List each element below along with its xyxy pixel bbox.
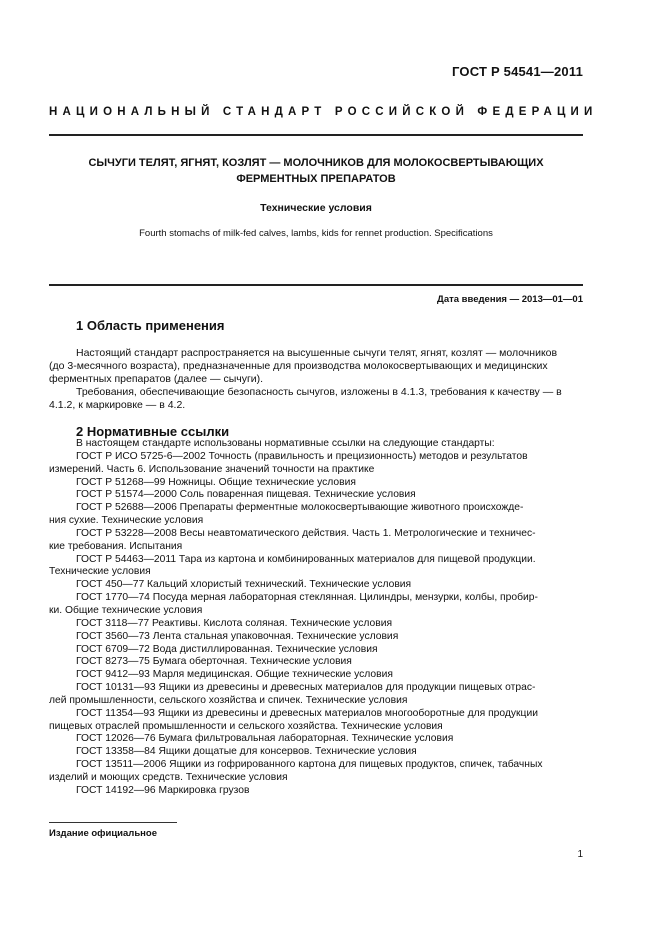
reference-line: ГОСТ Р ИСО 5725-6—2002 Точность (правильность и прецизионность) методов и результатов (76, 450, 528, 462)
section-1-heading: 1 Область применения (76, 318, 225, 333)
document-title (49, 155, 583, 187)
footer-rule (49, 822, 177, 823)
reference-line: ГОСТ 3560—73 Лента стальная упаковочная. Технические условия (76, 630, 399, 642)
english-title: Fourth stomachs of milk-fed calves, lambs, kids for rennet production. Specifications (139, 228, 493, 239)
text-line: Настоящий стандарт распространяется на высушенные сычуги телят, ягнят, козлят — молочников (76, 347, 558, 359)
doc-id: ГОСТ Р 54541—2011 (452, 64, 583, 79)
reference-line: ния сухие. Технические условия (49, 515, 204, 527)
middle-rule (49, 284, 583, 286)
reference-line: ГОСТ 13511—2006 Ящики из гофрированного картона для пищевых продуктов, спичек, табачных (76, 759, 543, 771)
reference-line: ГОСТ Р 51268—99 Ножницы. Общие технические условия (76, 476, 356, 488)
reference-line: ГОСТ 12026—76 Бумага фильтровальная лабораторная. Технические условия (76, 733, 454, 745)
reference-line: ГОСТ 8273—75 Бумага оберточная. Технические условия (76, 656, 352, 668)
reference-line: лей промышленности, сельского хозяйства и спичек. Технические условия (49, 694, 408, 706)
text-line: Требования, обеспечивающие безопасность сычугов, изложены в 4.1.3, требования к качеству — в (76, 386, 562, 398)
reference-line: изделий и моющих средств. Технические условия (49, 771, 288, 783)
intro-date: Дата введения — 2013—01—01 (437, 294, 583, 305)
reference-line: ГОСТ 9412—93 Марля медицинская. Общие технические условия (76, 669, 393, 681)
reference-line: пищевых отраслей промышленности и сельского хозяйства. Технические условия (49, 720, 443, 732)
section-1-body (49, 347, 583, 412)
reference-line: ГОСТ 3118—77 Реактивы. Кислота соляная. Технические условия (76, 617, 393, 629)
reference-line: ГОСТ Р 51574—2000 Соль поваренная пищевая. Технические условия (76, 489, 416, 501)
reference-line: ГОСТ 6709—72 Вода дистиллированная. Технические условия (76, 643, 378, 655)
reference-line: ГОСТ 13358—84 Ящики дощатые для консервов. Технические условия (76, 746, 417, 758)
reference-line: ки. Общие технические условия (49, 604, 203, 616)
page-number: 1 (577, 849, 583, 860)
text-line: ферментных препаратов (далее — сычуги). (49, 373, 264, 385)
reference-line: измерений. Часть 6. Использование значений точности на практике (49, 463, 375, 475)
title-line-2: ФЕРМЕНТНЫХ ПРЕПАРАТОВ (236, 173, 396, 185)
text-line: 4.1.2, к маркировке — в 4.2. (49, 399, 186, 411)
reference-line: ГОСТ 11354—93 Ящики из древесины и древесных материалов многооборотные для продукции (76, 707, 538, 719)
reference-line: ГОСТ 1770—74 Посуда мерная лабораторная стеклянная. Цилиндры, мензурки, колбы, пробир- (76, 592, 538, 604)
reference-line: ГОСТ Р 53228—2008 Весы неавтоматического действия. Часть 1. Метрологические и техничес- (76, 527, 536, 539)
document-subtitle: Технические условия (260, 202, 372, 214)
reference-line: кие требования. Испытания (49, 540, 183, 552)
top-rule (49, 134, 583, 136)
edition-label: Издание официальное (49, 828, 157, 839)
reference-line: ГОСТ 450—77 Кальций хлористый технический. Технические условия (76, 579, 412, 591)
section-2-heading: 2 Нормативные ссылки (76, 424, 230, 439)
reference-line: ГОСТ 14192—96 Маркировка грузов (76, 784, 250, 796)
section-2-body (49, 438, 583, 798)
text-line: (до 3-месячного возраста), предназначенные для производства молокосвертывающих и медицинских (49, 360, 548, 372)
reference-line: В настоящем стандарте использованы нормативные ссылки на следующие стандарты: (76, 438, 495, 449)
national-standard-banner: НАЦИОНАЛЬНЫЙ СТАНДАРТ РОССИЙСКОЙ ФЕДЕРАЦИИ (49, 106, 598, 118)
reference-line: ГОСТ 10131—93 Ящики из древесины и древесных материалов для продукции пищевых отрас- (76, 682, 536, 694)
title-line-1: СЫЧУГИ ТЕЛЯТ, ЯГНЯТ, КОЗЛЯТ — МОЛОЧНИКОВ ДЛЯ МОЛОКОСВЕРТЫВАЮЩИХ (88, 157, 544, 169)
reference-line: Технические условия (49, 566, 151, 578)
reference-line: ГОСТ Р 54463—2011 Тара из картона и комбинированных материалов для пищевой продукции. (76, 553, 536, 565)
reference-line: ГОСТ Р 52688—2006 Препараты ферментные молокосвертывающие животного происхожде- (76, 502, 524, 514)
